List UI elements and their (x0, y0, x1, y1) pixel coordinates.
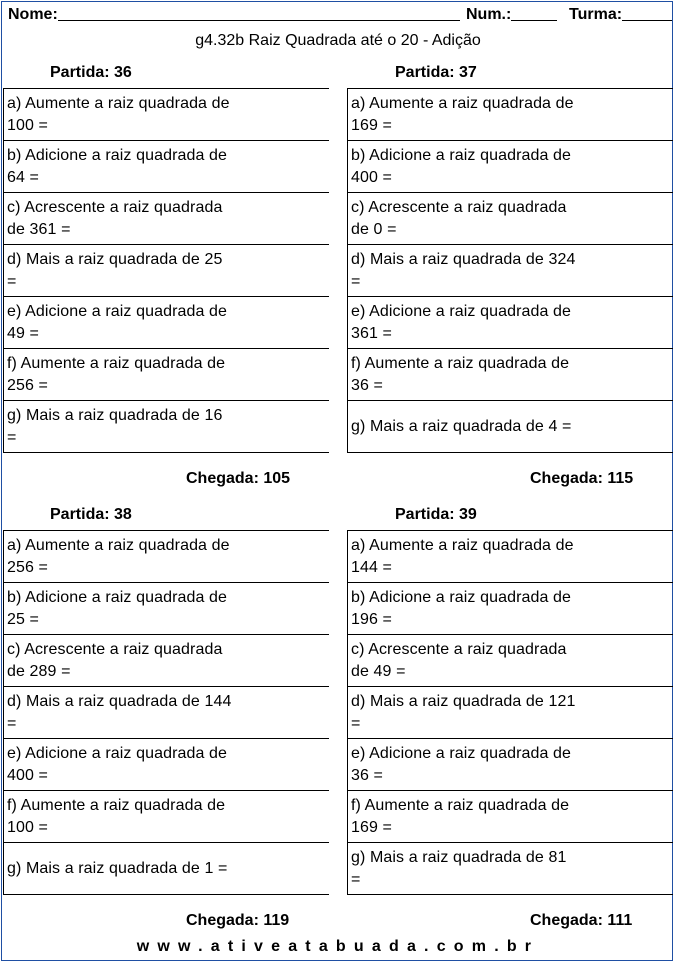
arrival-value: 105 (263, 470, 291, 487)
question-answer-line: = (7, 715, 17, 732)
question-item[interactable] (4, 842, 329, 895)
arrival-line (530, 470, 633, 488)
question-text: f) Aumente a raiz quadrada de (351, 355, 570, 372)
name-label: Nome: (8, 6, 58, 23)
question-item[interactable] (348, 842, 673, 895)
question-answer-line: 196 = (351, 611, 392, 628)
arrival-label: Chegada: (530, 912, 603, 929)
question-answer-line: de 49 = (351, 663, 406, 680)
question-answer-line: = (7, 429, 17, 446)
arrival-label: Chegada: (186, 470, 259, 487)
start-line (395, 506, 477, 528)
start-label: Partida: (395, 64, 455, 81)
question-text: a) Aumente a raiz quadrada de (7, 95, 230, 112)
question-text: b) Adicione a raiz quadrada de (351, 589, 572, 606)
question-item[interactable] (4, 530, 329, 583)
question-answer-line: 256 = (7, 377, 48, 394)
question-text: g) Mais a raiz quadrada de 4 = (351, 418, 572, 435)
question-text: b) Adicione a raiz quadrada de (7, 589, 228, 606)
start-value: 37 (459, 64, 477, 81)
question-answer-line: 400 = (351, 169, 392, 186)
question-text: d) Mais a raiz quadrada de 324 (351, 251, 576, 268)
question-text: a) Aumente a raiz quadrada de (7, 537, 230, 554)
start-value: 36 (114, 64, 132, 81)
question-text: f) Aumente a raiz quadrada de (7, 355, 226, 372)
question-text: a) Aumente a raiz quadrada de (351, 95, 574, 112)
question-text: d) Mais a raiz quadrada de 25 (7, 251, 223, 268)
question-text: d) Mais a raiz quadrada de 144 (7, 693, 232, 710)
question-text: e) Adicione a raiz quadrada de (351, 745, 572, 762)
question-item[interactable] (348, 686, 673, 739)
arrival-value: 119 (263, 912, 290, 929)
name-blank[interactable] (58, 6, 460, 21)
number-label: Num.: (466, 6, 512, 23)
question-text: d) Mais a raiz quadrada de 121 (351, 693, 576, 710)
question-item[interactable] (4, 686, 329, 739)
question-item[interactable] (348, 582, 673, 635)
start-line (50, 506, 132, 528)
question-item[interactable] (4, 790, 329, 843)
class-blank[interactable] (622, 6, 672, 21)
number-field[interactable] (466, 6, 511, 24)
question-text: e) Adicione a raiz quadrada de (351, 303, 572, 320)
question-item[interactable] (348, 140, 673, 193)
question-item[interactable] (4, 634, 329, 687)
arrival-value: 115 (607, 470, 634, 487)
arrival-line (186, 470, 290, 488)
question-text: f) Aumente a raiz quadrada de (7, 797, 226, 814)
question-item[interactable] (4, 582, 329, 635)
question-text: c) Acrescente a raiz quadrada (7, 199, 223, 216)
question-item[interactable] (348, 192, 673, 245)
question-answer-line: 169 = (351, 819, 392, 836)
question-answer-line: 256 = (7, 559, 48, 576)
question-text: c) Acrescente a raiz quadrada (7, 641, 223, 658)
question-list (3, 88, 329, 453)
start-value: 39 (459, 506, 477, 523)
question-item[interactable] (348, 634, 673, 687)
question-text: g) Mais a raiz quadrada de 81 (351, 849, 567, 866)
question-list (347, 530, 673, 895)
question-answer-line: 64 = (7, 169, 39, 186)
question-item[interactable] (4, 296, 329, 349)
question-answer-line: 169 = (351, 117, 392, 134)
question-answer-line: 100 = (7, 117, 48, 134)
question-item[interactable] (4, 738, 329, 791)
question-answer-line: = (351, 871, 361, 888)
question-item[interactable] (348, 790, 673, 843)
question-text: e) Adicione a raiz quadrada de (7, 745, 228, 762)
question-text: g) Mais a raiz quadrada de 1 = (7, 860, 228, 877)
question-item[interactable] (4, 400, 329, 453)
question-item[interactable] (348, 400, 673, 453)
question-text: b) Adicione a raiz quadrada de (7, 147, 228, 164)
question-list (347, 88, 673, 453)
question-answer-line: de 0 = (351, 221, 397, 238)
worksheet-title: g4.32b Raiz Quadrada até o 20 - Adição (195, 32, 481, 49)
question-item[interactable] (4, 348, 329, 401)
question-answer-line: 36 = (351, 377, 383, 394)
question-item[interactable] (348, 296, 673, 349)
question-answer-line: 144 = (351, 559, 392, 576)
question-item[interactable] (4, 140, 329, 193)
question-text: b) Adicione a raiz quadrada de (351, 147, 572, 164)
question-answer-line: = (351, 273, 361, 290)
question-item[interactable] (348, 88, 673, 141)
name-field[interactable] (8, 6, 58, 24)
question-item[interactable] (348, 348, 673, 401)
start-label: Partida: (50, 64, 110, 81)
question-answer-line: 49 = (7, 325, 39, 342)
class-label: Turma: (569, 6, 623, 23)
question-text: c) Acrescente a raiz quadrada (351, 199, 567, 216)
start-line (395, 64, 477, 86)
website-footer: www.ativeatabuada.com.br (136, 938, 540, 955)
question-text: f) Aumente a raiz quadrada de (351, 797, 570, 814)
arrival-value: 111 (607, 912, 633, 929)
class-field[interactable] (569, 6, 622, 24)
question-answer-line: 100 = (7, 819, 48, 836)
question-list (3, 530, 329, 895)
question-item[interactable] (348, 530, 673, 583)
question-text: e) Adicione a raiz quadrada de (7, 303, 228, 320)
question-answer-line: 25 = (7, 611, 39, 628)
question-answer-line: 400 = (7, 767, 48, 784)
worksheet (1, 1, 673, 961)
question-item[interactable] (4, 244, 329, 297)
arrival-line (186, 912, 289, 930)
student-header (8, 6, 668, 26)
question-item[interactable] (4, 88, 329, 141)
question-answer-line: 36 = (351, 767, 383, 784)
number-blank[interactable] (511, 6, 557, 21)
arrival-line (530, 912, 632, 930)
question-text: c) Acrescente a raiz quadrada (351, 641, 567, 658)
arrival-label: Chegada: (530, 470, 603, 487)
question-answer-line: = (7, 273, 17, 290)
question-item[interactable] (348, 244, 673, 297)
question-answer-line: = (351, 715, 361, 732)
question-answer-line: de 289 = (7, 663, 71, 680)
start-label: Partida: (395, 506, 455, 523)
question-item[interactable] (4, 192, 329, 245)
start-label: Partida: (50, 506, 110, 523)
arrival-label: Chegada: (186, 912, 259, 929)
question-answer-line: de 361 = (7, 221, 71, 238)
start-value: 38 (114, 506, 132, 523)
question-answer-line: 361 = (351, 325, 392, 342)
start-line (50, 64, 132, 86)
question-text: a) Aumente a raiz quadrada de (351, 537, 574, 554)
question-item[interactable] (348, 738, 673, 791)
question-text: g) Mais a raiz quadrada de 16 (7, 407, 223, 424)
